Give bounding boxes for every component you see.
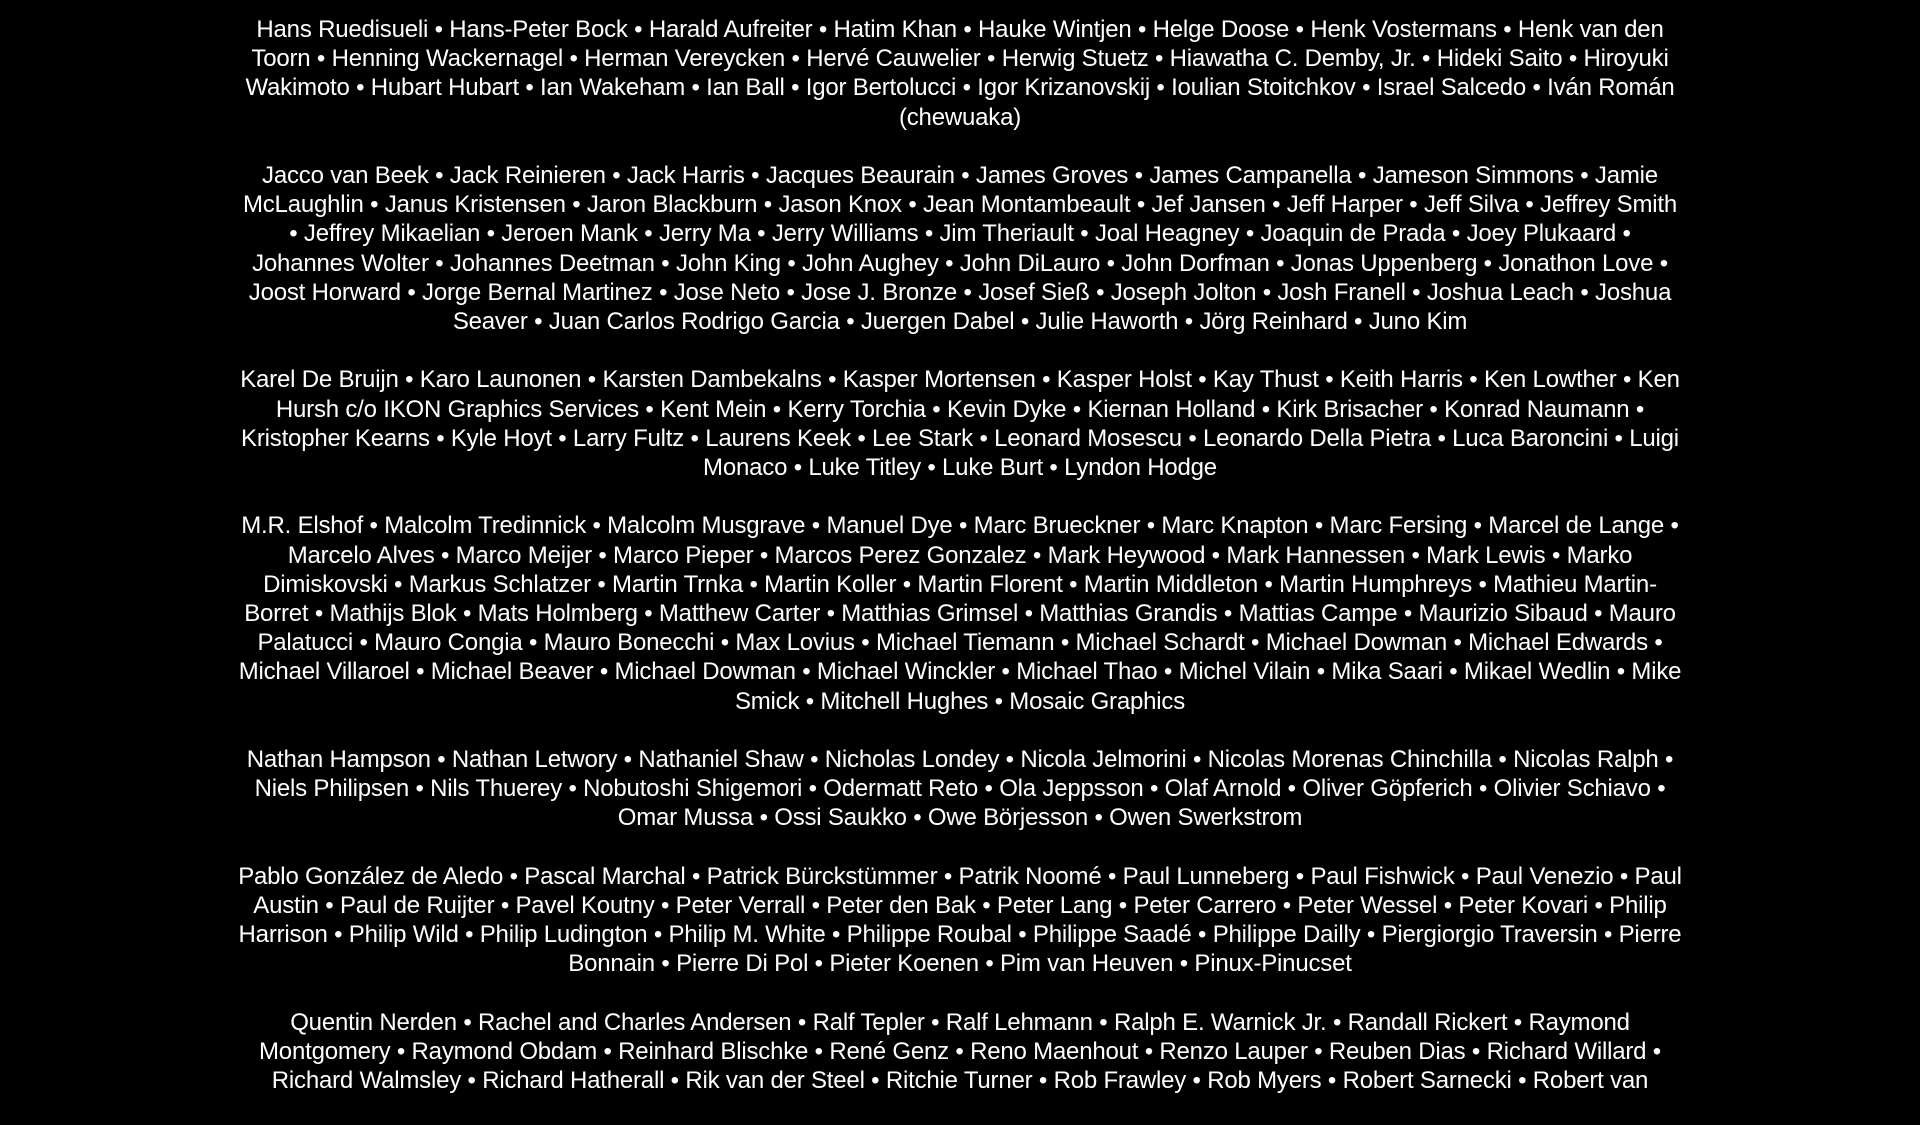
credits-list [238, 15, 1682, 1125]
credits-paragraph-h: Hans Ruedisueli • Hans-Peter Bock • Harald Aufreiter • Hatim Khan • Hauke Wintjen • Helge Doose • Henk Vostermans • Henk van den Toorn • Henning Wackernagel • Herman Vereycken • Hervé Cauwelier • Herwig Stuetz • Hiawatha C. Demby, Jr. • Hideki Saito • Hiroyuki Wakimoto • Hubart Hubart • Ian Wakeham • Ian Ball • Igor Bertolucci • Igor Krizanovskij • Ioulian Stoitchkov • Israel Salcedo • Iván Román (chewuaka) [245, 16, 1675, 131]
credits-paragraph-m: M.R. Elshof • Malcolm Tredinnick • Malcolm Musgrave • Manuel Dye • Marc Brueckner • Marc Knapton • Marc Fersing • Marcel de Lange • Marcelo Alves • Marco Meijer • Marco Pieper • Marcos Perez Gonzalez • Mark Heywood • Mark Hannessen • Mark Lewis • Marko Dimiskovski • Markus Schlatzer • Martin Trnka • Martin Koller • Martin Florent • Martin Middleton • Martin Humphreys • Mathieu Martin-Borret • Mathijs Blok • Mats Holmberg • Matthew Carter • Matthias Grimsel • Matthias Grandis • Mattias Campe • Maurizio Sibaud • Mauro Palatucci • Mauro Congia • Mauro Bonecchi • Max Lovius • Michael Tiemann • Michael Schardt • Michael Dowman • Michael Edwards • Michael Villaroel • Michael Beaver • Michael Dowman • Michael Winckler • Michael Thao • Michel Vilain • Mika Saari • Mikael Wedlin • Mike Smick • Mitchell Hughes • Mosaic Graphics [238, 512, 1682, 715]
credits-paragraph-j: Jacco van Beek • Jack Reinieren • Jack Harris • Jacques Beaurain • James Groves • James Campanella • Jameson Simmons • Jamie McLaughlin • Janus Kristensen • Jaron Blackburn • Jason Knox • Jean Montambeault • Jef Jansen • Jeff Harper • Jeff Silva • Jeffrey Smith • Jeffrey Mikaelian • Jeroen Mank • Jerry Ma • Jerry Williams • Jim Theriault • Joal Heagney • Joaquin de Prada • Joey Plukaard • Johannes Wolter • Johannes Deetman • John King • John Aughey • John DiLauro • John Dorfman • Jonas Uppenberg • Jonathon Love • Joost Horward • Jorge Bernal Martinez • Jose Neto • Jose J. Bronze • Josef Sieß • Joseph Jolton • Josh Franell • Joshua Leach • Joshua Seaver • Juan Carlos Rodrigo Garcia • Juergen Dabel • Julie Haworth • Jörg Reinhard • Juno Kim [242, 162, 1678, 336]
credits-paragraph-k-l: Karel De Bruijn • Karo Launonen • Karsten Dambekalns • Kasper Mortensen • Kasper Holst • Kay Thust • Keith Harris • Ken Lowther • Ken Hursh c/o IKON Graphics Services • Kent Mein • Kerry Torchia • Kevin Dyke • Kiernan Holland • Kirk Brisacher • Konrad Naumann • Kristopher Kearns • Kyle Hoyt • Larry Fultz • Laurens Keek • Lee Stark • Leonard Mosescu • Leonardo Della Pietra • Luca Baroncini • Luigi Monaco • Luke Titley • Luke Burt • Lyndon Hodge [240, 366, 1680, 482]
credits-paragraph-n-o: Nathan Hampson • Nathan Letwory • Nathaniel Shaw • Nicholas Londey • Nicola Jelmorini • Nicolas Morenas Chinchilla • Nicolas Ralph • Niels Philipsen • Nils Thuerey • Nobutoshi Shigemori • Odermatt Reto • Ola Jeppsson • Olaf Arnold • Oliver Göpferich • Olivier Schiavo • Omar Mussa • Ossi Saukko • Owe Börjesson • Owen Swerkstrom [246, 746, 1674, 832]
credits-paragraph-q-r: Quentin Nerden • Rachel and Charles Andersen • Ralf Tepler • Ralf Lehmann • Ralph E. Warnick Jr. • Randall Rickert • Raymond Montgomery • Raymond Obdam • Reinhard Blischke • René Genz • Reno Maenhout • Renzo Lauper • Reuben Dias • Richard Willard • Richard Walmsley • Richard Hatherall • Rik van der Steel • Ritchie Turner • Rob Frawley • Rob Myers • Robert Sarnecki • Robert van [259, 1008, 1661, 1095]
credits-paragraph-p: Pablo González de Aledo • Pascal Marchal • Patrick Bürckstümmer • Patrik Noomé • Paul Lunneberg • Paul Fishwick • Paul Venezio • Paul Austin • Paul de Ruijter • Pavel Koutny • Peter Verrall • Peter den Bak • Peter Lang • Peter Carrero • Peter Wessel • Peter Kovari • Philip Harrison • Philip Wild • Philip Ludington • Philip M. White • Philippe Roubal • Philippe Saadé • Philippe Dailly • Piergiorgio Traversin • Pierre Bonnain • Pierre Di Pol • Pieter Koenen • Pim van Heuven • Pinux-Pinucset [238, 862, 1682, 978]
